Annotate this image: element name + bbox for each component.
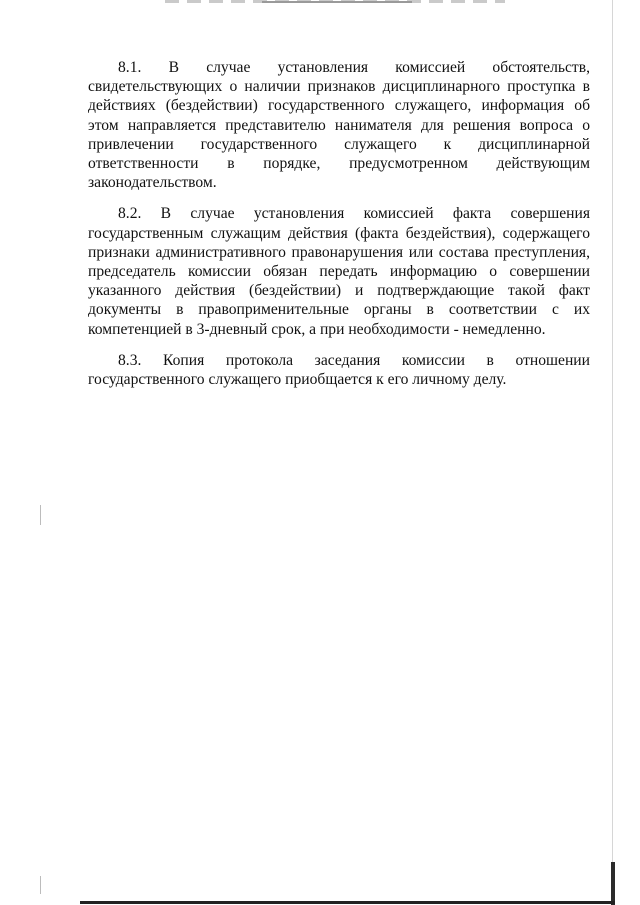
paragraph-8-2: 8.2. В случае установления комиссией факта совершения государственным служащим действия (факта бездействия), содержащего признаки административного правонарушения или состава преступления, председатель комиссии обязан передать информацию о совершении указанного действия (бездействии) и подтверждающие такой факт документы в правоприменительные органы в соответствии с их компетенцией в 3-дневный срок, а при необходимости - немедленно. xyxy=(88,205,590,338)
scan-speck-left xyxy=(40,505,41,525)
scan-edge-bottom xyxy=(80,901,615,904)
paragraph-8-1: 8.1. В случае установления комиссией обстоятельств, свидетельствующих о наличии признаков дисциплинарного проступка в действиях (бездействии) государственного служащего, информация об этом направляется представителю нанимателя для решения вопроса о привлечении государственного служащего к дисциплинарной ответственности в порядке, предусмотренном действующим законодательством. xyxy=(88,59,590,192)
scan-edge-right xyxy=(612,0,613,905)
scan-edge-right-bottom xyxy=(611,862,615,905)
paragraph-8-3: 8.3. Копия протокола заседания комиссии в отношении государственного служащего приобщается к его личному делу. xyxy=(88,351,590,389)
scan-artifact-top-line xyxy=(262,1,412,3)
scan-speck-left-bottom xyxy=(40,876,41,894)
document-body xyxy=(88,58,590,401)
